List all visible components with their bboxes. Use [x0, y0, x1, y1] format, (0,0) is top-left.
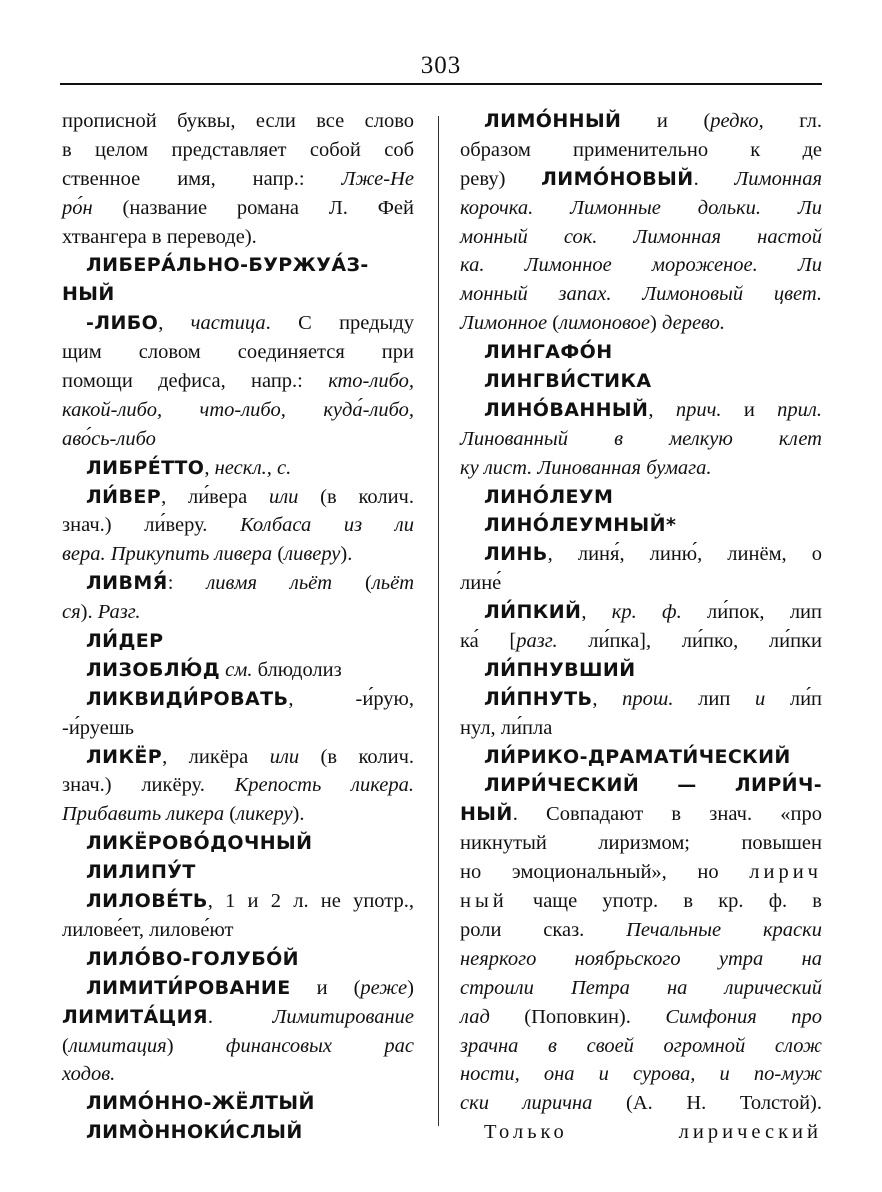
text-line [460, 136, 822, 165]
italic-text: Разг. [97, 601, 141, 624]
text-line [62, 800, 414, 829]
spaced-text: ный [460, 890, 508, 913]
headword: ЛИБРЕ́ТТО [86, 456, 205, 479]
text-run: ственное имя, напр.: [62, 167, 342, 190]
text-line [460, 483, 822, 512]
text-line [62, 945, 414, 974]
headword: ЛИНГВИ́СТИКА [484, 370, 652, 393]
text-line [460, 107, 822, 136]
italic-text: ликеру [236, 803, 293, 826]
right-column [460, 107, 822, 1147]
text-run: ) [650, 312, 662, 335]
headword: -ЛИБО [86, 312, 159, 335]
text-line [460, 887, 822, 916]
text-line [62, 858, 414, 887]
text-run: лине́ [460, 572, 502, 595]
text-line [62, 396, 414, 425]
italic-text: ро́н [62, 196, 93, 219]
italic-text: лад [460, 1005, 490, 1028]
italic-text: зрачна в своей огромной слож [460, 1034, 822, 1057]
text-run: роли сказ. [460, 918, 627, 941]
text-line [62, 1089, 414, 1118]
text-line [460, 829, 822, 858]
headword: ЛИКВИДИ́РОВАТЬ [86, 687, 289, 710]
text-run: ( [224, 803, 237, 826]
text-line [62, 974, 414, 1003]
text-line [62, 367, 414, 396]
text-run: , [204, 456, 215, 479]
italic-text: дерево. [661, 312, 726, 335]
text-run: образом применительно к де [460, 138, 822, 161]
italic-text: строили Петра на лирический [460, 976, 822, 999]
text-line [62, 1032, 414, 1061]
text-line [62, 829, 414, 858]
italic-text: нескл., с. [214, 456, 292, 479]
italic-text: Прибавить ликера [62, 803, 225, 826]
italic-text: Симфония про [665, 1005, 822, 1028]
headword: ЛИНЬ [484, 543, 548, 566]
headword: ЛИНО́ЛЕУМНЫЙ* [484, 514, 677, 537]
italic-text: ливеру [284, 543, 341, 566]
text-run: чаще употр. в кр. ф. в [507, 890, 822, 913]
italic-text: ски лирична [460, 1092, 593, 1115]
italic-text: ку лист. Линованная бумага. [460, 456, 712, 479]
headword: ЛИКЁР [86, 745, 163, 768]
text-run: ( [547, 312, 560, 335]
headword: ЛИКЁРОВО́ДОЧНЫЙ [86, 832, 313, 855]
text-run: и ( [290, 976, 361, 999]
italic-text: аво́сь-либо [62, 427, 156, 450]
text-line [62, 280, 414, 309]
text-run: хтвангера в переводе). [62, 225, 257, 248]
text-line [460, 800, 822, 829]
italic-text: кто-либо, [328, 370, 414, 393]
text-run: (А. Н. Толстой). [592, 1092, 823, 1115]
page-number: 303 [420, 52, 462, 79]
italic-text: какой-либо, что-либо, куда́-либо, [62, 398, 414, 421]
text-run: , -и́рую, [288, 687, 414, 710]
headword: ЛИ́ДЕР [86, 630, 164, 653]
text-run: и ( [621, 110, 711, 132]
headword: ЛИ́ВЕР [86, 485, 162, 508]
text-line [62, 223, 414, 252]
headword: ЛИЛО́ВО-ГОЛУБО́Й [86, 947, 299, 970]
italic-text: разг. [516, 630, 558, 653]
italic-text: или [269, 745, 300, 768]
headword: ЛИМО́ННО-ЖЁЛТЫЙ [86, 1092, 315, 1115]
headword: ЛИ́ПНУВШИЙ [484, 658, 636, 681]
text-run: ли́пка], ли́пко, ли́пки [557, 630, 822, 653]
text-run: ( [272, 543, 285, 566]
italic-text: Колбаса из ли [240, 514, 414, 537]
headword: ЛИЗОБЛЮ́Д [86, 658, 221, 681]
text-line [62, 656, 414, 685]
text-line [460, 194, 822, 223]
italic-text: или [268, 485, 299, 508]
text-run: лип [673, 687, 755, 710]
text-run: никнутый лиризмом; повышен [460, 832, 822, 855]
text-line [460, 165, 822, 194]
text-line [460, 511, 822, 540]
text-line [460, 974, 822, 1003]
text-line [62, 569, 414, 598]
italic-text: монный запах. Лимоновый цвет. [460, 283, 822, 306]
text-line [62, 483, 414, 512]
column-divider [438, 116, 439, 1126]
text-line [460, 223, 822, 252]
text-run: в целом представляет собой соб [62, 138, 414, 161]
headword: ЛИМИТИ́РОВАНИЕ [86, 976, 291, 999]
text-run: лилове́ет, лилове́ют [62, 918, 234, 941]
text-line [62, 309, 414, 338]
text-line [460, 743, 822, 772]
text-line [62, 511, 414, 540]
text-run: ка́ [ [460, 630, 517, 653]
text-run: помощи дефиса, напр.: [62, 370, 329, 393]
italic-text: Лимонная [734, 167, 822, 190]
italic-text: кр. ф. [611, 601, 682, 624]
text-line [62, 165, 414, 194]
text-line [62, 685, 414, 714]
italic-text: ка. Лимонное мороженое. Ли [460, 254, 822, 277]
italic-text: прош. [622, 687, 674, 710]
text-run: ли́п [765, 687, 823, 710]
italic-text: реже [360, 976, 408, 999]
text-run: но эмоциональный», но [460, 861, 750, 884]
headword: ЛИНО́ЛЕУМ [484, 485, 614, 508]
text-run: , гл. [758, 110, 822, 132]
text-run: ). [340, 543, 353, 566]
header-rule [60, 83, 822, 85]
headword: ЛИ́ПКИЙ [484, 601, 582, 624]
text-run: ) [166, 1034, 226, 1057]
italic-text: Лимитирование [272, 1005, 414, 1028]
text-line [460, 858, 822, 887]
text-line [460, 309, 822, 338]
text-run: ли́пок, лип [681, 601, 822, 624]
headword: ЛИБЕРА́ЛЬНО-БУРЖУА́З- [86, 254, 369, 277]
text-line [62, 425, 414, 454]
text-line [62, 743, 414, 772]
text-run: . С предыду [265, 312, 415, 335]
text-run: знач.) ликёру. [62, 774, 235, 797]
text-line [460, 656, 822, 685]
italic-text: Лже-Не [341, 167, 414, 190]
italic-text: см. [225, 658, 253, 681]
italic-text: Лимонное [460, 312, 548, 335]
headword: ЛИ́ПНУТЬ [484, 687, 593, 710]
italic-text: вера. Прикупить ливера [62, 543, 273, 566]
text-line [62, 714, 414, 743]
text-line [460, 916, 822, 945]
spaced-text: лирич [749, 861, 822, 884]
text-line [460, 367, 822, 396]
text-run: (в колич. [299, 745, 415, 768]
text-line [62, 598, 414, 627]
text-line [62, 1060, 414, 1089]
text-line [460, 1003, 822, 1032]
text-line [62, 887, 414, 916]
text-run: . [207, 1005, 273, 1028]
text-run: и [721, 398, 778, 421]
headword: ЛИРИ́ЧЕСКИЙ — ЛИРИ́Ч- [484, 774, 822, 797]
text-run: прописной буквы, если все слово [62, 110, 414, 132]
italic-text: ходов. [62, 1063, 116, 1086]
text-line [62, 107, 414, 136]
text-run: , [581, 601, 612, 624]
italic-text: неяркого ноябрьского утра на [460, 947, 822, 970]
text-line [62, 916, 414, 945]
text-line [460, 1089, 822, 1118]
italic-text: финансовых рас [225, 1034, 415, 1057]
text-line [62, 1003, 414, 1032]
text-run: реву) [460, 167, 542, 190]
text-line [460, 454, 822, 483]
italic-text: прил. [777, 398, 822, 421]
headword: ЛИМО́ННЫЙ [484, 110, 622, 132]
text-line [460, 627, 822, 656]
text-line [62, 251, 414, 280]
text-run: : [167, 572, 207, 595]
text-run: . Совпадают в знач. «про [512, 803, 822, 826]
headword: ЛИНГАФО́Н [484, 341, 613, 364]
text-line [460, 1060, 822, 1089]
headword: ЛИЛОВЕ́ТЬ [86, 890, 208, 913]
italic-text: частица [190, 312, 266, 335]
text-line [460, 396, 822, 425]
text-run: , [648, 398, 676, 421]
text-run: , ли́вера [161, 485, 269, 508]
italic-text: прич. [675, 398, 722, 421]
text-run: -и́руешь [62, 716, 134, 739]
text-line [62, 1118, 414, 1147]
text-line [62, 194, 414, 223]
text-line [460, 598, 822, 627]
text-line [62, 454, 414, 483]
text-run: (в колич. [298, 485, 414, 508]
text-line [62, 627, 414, 656]
italic-text: редко [710, 110, 759, 132]
text-run: блюдолиз [252, 658, 342, 681]
headword: ЛИМИТА́ЦИЯ [62, 1005, 208, 1028]
text-run: щим словом соединяется при [62, 341, 414, 364]
headword: ЛИМО̀ННОКИ́СЛЫЙ [86, 1121, 303, 1144]
text-line [460, 771, 822, 800]
text-run: , линя́, линю́, линём, о [547, 543, 822, 566]
text-line [460, 1118, 822, 1147]
text-line [460, 338, 822, 367]
text-line [460, 945, 822, 974]
text-run: (название романа Л. Фей [92, 196, 414, 219]
italic-text: корочка. Лимонные дольки. Ли [460, 196, 822, 219]
text-run: ). [292, 803, 305, 826]
text-run: (Поповкин). [489, 1005, 666, 1028]
text-line [460, 425, 822, 454]
headword: НЫЙ [62, 283, 115, 306]
headword: НЫЙ [460, 803, 513, 826]
text-line [460, 714, 822, 743]
italic-text: монный сок. Лимонная настой [460, 225, 822, 248]
text-run: , 1 и 2 л. не употр., [207, 890, 414, 913]
headword: ЛИМО́НОВЫЙ [541, 167, 694, 190]
italic-text: лимоновое [559, 312, 651, 335]
italic-text: ности, она и сурова, и по-муж [460, 1063, 822, 1086]
text-run: . [693, 167, 735, 190]
italic-text: ся [62, 601, 81, 624]
italic-text: лимитация [68, 1034, 167, 1057]
text-line [62, 338, 414, 367]
text-run: ). [80, 601, 98, 624]
headword: ЛИ́РИКО-ДРАМАТИ́ЧЕСКИЙ [484, 745, 791, 768]
italic-text: Крепость ликера. [234, 774, 415, 797]
text-line [62, 136, 414, 165]
text-line [460, 569, 822, 598]
text-line [460, 280, 822, 309]
headword: ЛИЛИПУ́Т [86, 861, 196, 884]
text-run: ( [332, 572, 372, 595]
spaced-text: Только лирический [484, 1121, 822, 1144]
text-run: нул, ли́пла [460, 716, 553, 739]
text-run: , [592, 687, 623, 710]
left-column [62, 107, 414, 1147]
headword: ЛИВМЯ́ [86, 572, 168, 595]
text-run: ( [62, 1034, 69, 1057]
text-run: знач.) ли́веру. [62, 514, 241, 537]
text-line [460, 540, 822, 569]
text-run: , [158, 312, 191, 335]
headword: ЛИНО́ВАННЫЙ [484, 398, 649, 421]
text-line [460, 251, 822, 280]
italic-text: ливмя льёт [206, 572, 333, 595]
text-line [460, 685, 822, 714]
italic-text: Печальные краски [626, 918, 822, 941]
text-line [62, 540, 414, 569]
italic-text: Линованный в мелкую клет [460, 427, 822, 450]
italic-text: льёт [371, 572, 414, 595]
text-run: , ликёра [162, 745, 270, 768]
text-line [460, 1032, 822, 1061]
text-run: ) [407, 976, 414, 999]
italic-text: и [754, 687, 766, 710]
text-line [62, 771, 414, 800]
